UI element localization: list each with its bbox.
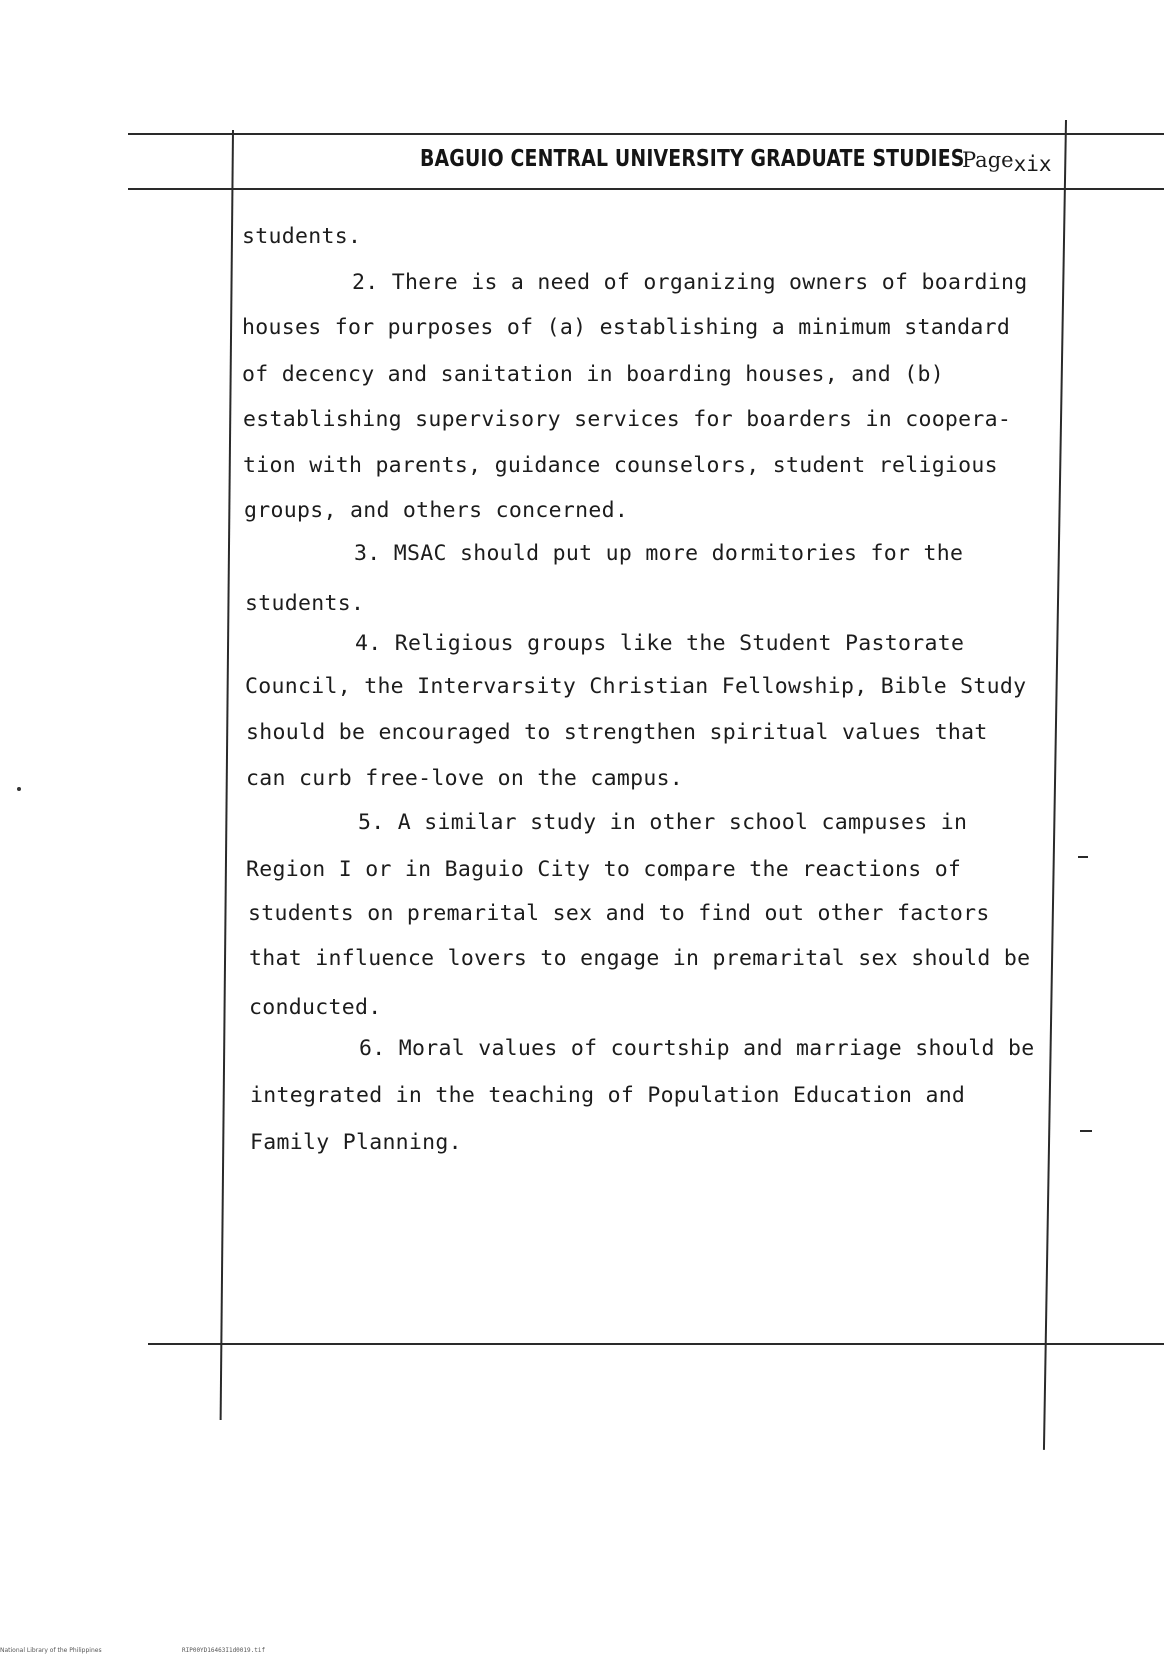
body-line: 6. Moral values of courtship and marriage should be	[359, 1036, 1035, 1061]
body-line: integrated in the teaching of Population Education and	[250, 1083, 966, 1108]
body-line: 2. There is a need of organizing owners of boarding	[352, 270, 1028, 295]
body-line: groups, and others concerned.	[244, 498, 629, 523]
right-tick-mark	[1080, 1130, 1092, 1132]
stray-mark	[17, 787, 21, 791]
body-line: 3. MSAC should put up more dormitories for the	[354, 541, 964, 566]
body-line: 4. Religious groups like the Student Pastorate	[355, 631, 965, 656]
header-bottom-rule	[128, 188, 1164, 190]
archive-file-id: RIP00YD16463I1d0019.tif	[182, 1647, 266, 1654]
body-line: conducted.	[249, 995, 382, 1020]
body-line: Family Planning.	[250, 1130, 462, 1155]
body-line: students.	[245, 591, 365, 616]
body-line: Council, the Intervarsity Christian Fellowship, Bible Study	[245, 674, 1027, 699]
archive-source-caption: National Library of the Philippines	[0, 1647, 102, 1654]
page-number-label	[962, 148, 1052, 176]
body-line: students on premarital sex and to find out other factors	[248, 901, 990, 926]
left-margin-rule	[220, 130, 234, 1420]
university-header-title: BAGUIO CENTRAL UNIVERSITY GRADUATE STUDIES	[420, 146, 965, 172]
body-line: that influence lovers to engage in premarital sex should be	[249, 946, 1031, 971]
body-line: houses for purposes of (a) establishing a minimum standard	[242, 315, 1011, 340]
right-tick-mark	[1078, 856, 1088, 858]
body-line: Region I or in Baguio City to compare the reactions of	[246, 857, 962, 882]
footer-rule	[148, 1343, 1164, 1345]
page-number: xix	[1013, 152, 1052, 176]
body-line: 5. A similar study in other school campuses in	[358, 810, 968, 835]
right-margin-rule	[1043, 120, 1067, 1450]
body-line: students.	[242, 224, 362, 249]
header-top-rule	[128, 133, 1164, 135]
body-line: of decency and sanitation in boarding houses, and (b)	[242, 362, 944, 387]
page-word: Page	[962, 148, 1014, 172]
body-line: should be encouraged to strengthen spiritual values that	[246, 720, 988, 745]
body-line: can curb free-love on the campus.	[246, 766, 684, 791]
body-line: tion with parents, guidance counselors, student religious	[243, 453, 998, 478]
body-line: establishing supervisory services for boarders in coopera-	[243, 407, 1012, 432]
